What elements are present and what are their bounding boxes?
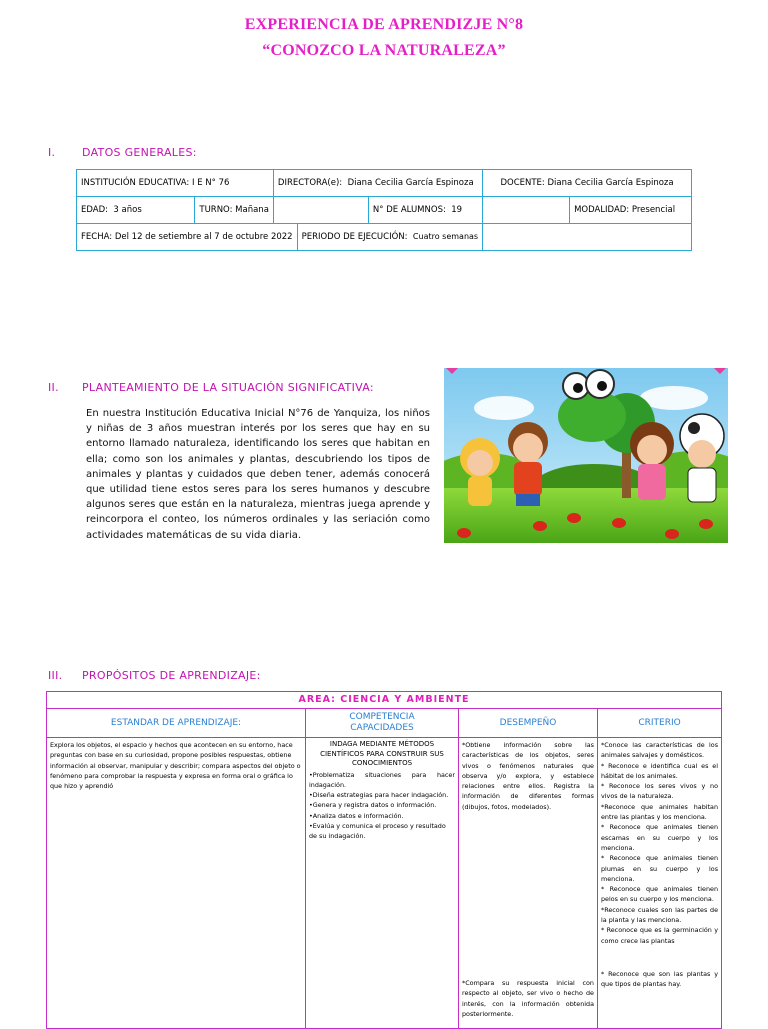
edad-cell (77, 197, 195, 223)
fecha-periodo-row (77, 224, 483, 251)
docente-value: Diana Cecilia García Espinoza (547, 178, 674, 188)
edad-value: 3 años (113, 205, 142, 215)
alumnos-spacer (483, 197, 570, 224)
fecha-cell (77, 224, 297, 250)
desempeno-item: *Obtiene información sobre las características de los objetos, seres vivos o fenómenos naturales que observa y/o explora, y establece relaciones entre ellos. Registra la información de diferentes formas (dibujos, fotos, modelados). (462, 741, 594, 811)
docente-cell (483, 170, 692, 197)
periodo-label: PERIODO DE EJECUCIÓN: (301, 232, 408, 242)
section-title: PROPÓSITOS DE APRENDIZAJE: (82, 669, 261, 682)
fecha-value: Del 12 de setiembre al 7 de octubre 2022 (114, 232, 293, 242)
turno-spacer (273, 197, 482, 224)
periodo-cell (297, 224, 482, 250)
page-subtitle: “CONOZCO LA NATURALEZA” (262, 42, 506, 59)
desempeno-cell (459, 738, 598, 1029)
section-heading-situacion (48, 381, 374, 394)
header-desempeno: DESEMPEÑO (459, 709, 598, 738)
criterio-item: *Conoce las características de los animales salvajes y domésticos. (601, 741, 719, 760)
propositos-table (46, 691, 722, 1029)
turno-value: Mañana (235, 205, 269, 215)
desempeno-item: *Compara su respuesta inicial con respecto al objeto, ser vivo o hecho de interés, con la información obtenida posteriormente. (462, 979, 594, 1018)
estandar-cell: Explora los objetos, el espacio y hechos que acontecen en su entorno, hace preguntas con base en su curiosidad, propone posibles respuestas, obtiene información al observar, manipular y describir; compara aspectos del objeto o fenómeno para comprobar la respuesta y expresa en forma oral o gráfica lo que hizo y aprendió (47, 738, 306, 1029)
header-estandar: ESTANDAR DE APRENDIZAJE: (47, 709, 306, 738)
header-competencia: COMPETENCIA CAPACIDADES (306, 709, 459, 738)
section-title: DATOS GENERALES: (82, 146, 197, 159)
modalidad-label: MODALIDAD: (574, 205, 630, 215)
criterio-item: * Reconoce que animales tienen pelos en su cuerpo y los menciona. (601, 885, 719, 904)
capacidad-item: •Genera y registra datos o información. (309, 801, 437, 810)
periodo-spacer (483, 224, 692, 251)
alumnos-label: N° DE ALUMNOS: (372, 205, 446, 215)
section-heading-propositos (48, 669, 261, 682)
section-number: II. (48, 381, 59, 394)
capacidad-item: •Problematiza situaciones para hacer indagación. (309, 770, 455, 789)
criterio-item: * Reconoce que son las plantas y que tipos de plantas hay. (601, 970, 719, 989)
page-title: EXPERIENCIA DE APRENDIZJE N°8 (244, 16, 524, 33)
competencia-cell (306, 738, 459, 1029)
section-heading-datos (48, 146, 197, 159)
modalidad-value: Presencial (631, 205, 676, 215)
alumnos-value: 19 (451, 205, 463, 215)
directora-value: Diana Cecilia García Espinoza (347, 178, 474, 188)
edad-turno-cell (77, 197, 274, 224)
criterio-item: * Reconoce e identifica cual es el hábitat de los animales. (601, 761, 719, 780)
criterio-cell (598, 738, 722, 1029)
periodo-value: Cuatro semanas (412, 232, 479, 241)
criterio-item: * Reconoce que animales tienen plumas en su cuerpo y los menciona. (601, 854, 719, 883)
section-number: III. (48, 669, 63, 682)
capacidad-item: •Evalúa y comunica el proceso y resultado de su indagación. (309, 821, 446, 841)
criterio-item: * Reconoce que es la germinación y como crece las plantas (601, 926, 719, 945)
institucion-cell: INSTITUCIÓN EDUCATIVA: I E N° 76 (77, 170, 274, 197)
alumnos-cell (368, 197, 482, 223)
directora-cell (273, 170, 482, 197)
turno-empty (274, 197, 369, 223)
competencia-title: INDAGA MEDIANTE MÉTODOS CIENTÍFICOS PARA CONSTRUIR SUS CONOCIMIENTOS (320, 740, 444, 767)
criterio-item: *Reconoce cuales son las partes de la planta y las menciona. (601, 905, 719, 925)
datos-generales-table (76, 169, 692, 251)
header-criterio: CRITERIO (598, 709, 722, 738)
criterio-item: * Reconoce que animales tienen escamas en su cuerpo y los menciona. (601, 823, 719, 852)
directora-label: DIRECTORA(e): (277, 178, 343, 188)
edad-label: EDAD: (81, 205, 108, 215)
section-title: PLANTEAMIENTO DE LA SITUACIÓN SIGNIFICATIVA: (82, 381, 374, 394)
modalidad-cell (570, 197, 692, 224)
children-nature-illustration (444, 368, 728, 543)
situacion-paragraph: En nuestra Institución Educativa Inicial N°76 de Yanquiza, los niños y niñas de 3 años muestran interés por los seres que hay en su entorno llamado naturaleza, identificando los seres que habitan en ella; como son los animales y plantas, descubriendo los tipos de animales y plantas y cuidados que deben tener, además conocerá que utilidad tiene estos seres para los seres humanos y descubre algunos seres que están en la naturaleza, mientras juega aprende y reincorpora el conteo, los números ordinales y las seriación como actividades matemáticas de su vida diaria. (86, 408, 430, 541)
turno-label: TURNO: (199, 205, 233, 215)
section-number: I. (48, 146, 56, 159)
criterio-item: * Reconoce los seres vivos y no vivos de la naturaleza. (601, 782, 719, 801)
area-heading: AREA: CIENCIA Y AMBIENTE (47, 692, 722, 709)
fecha-label: FECHA: (81, 232, 113, 242)
capacidad-item: •Analiza datos e información. (309, 811, 404, 820)
docente-label: DOCENTE: (500, 178, 545, 188)
capacidad-item: •Diseña estrategias para hacer indagación. (309, 791, 449, 800)
criterio-item: *Reconoce que animales habitan entre las plantas y los menciona. (601, 802, 719, 822)
turno-cell-inner (195, 197, 273, 223)
